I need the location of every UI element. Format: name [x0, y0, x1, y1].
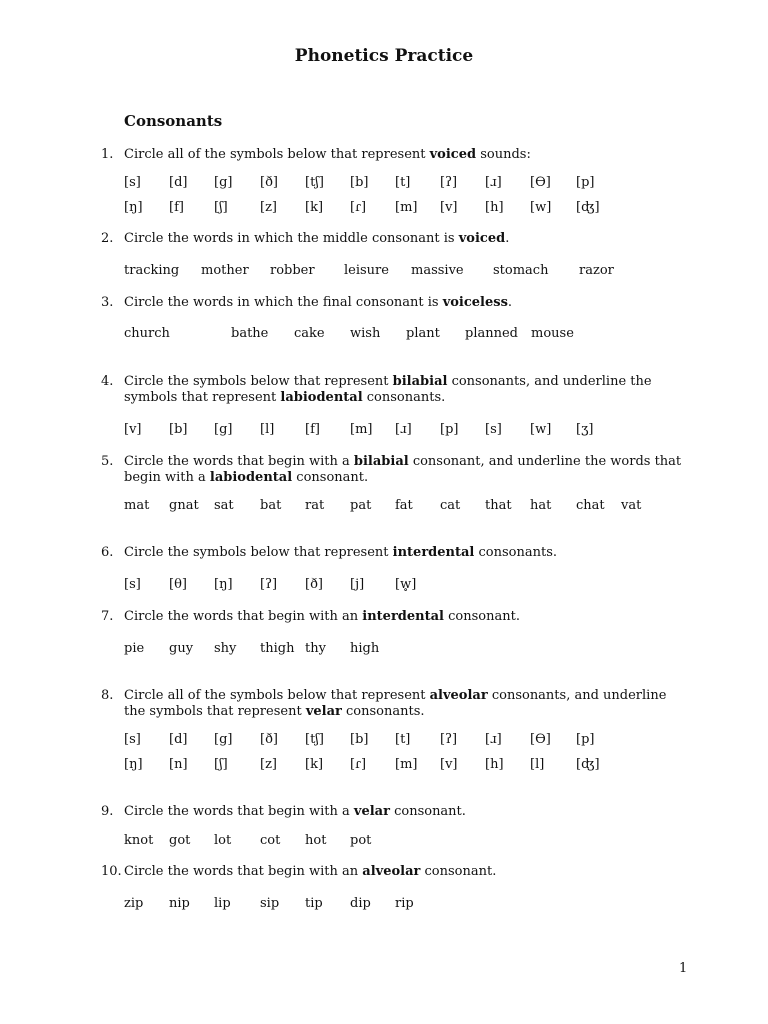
answer-option[interactable]: [v]: [124, 422, 142, 437]
answer-option[interactable]: plant: [406, 326, 440, 341]
question-text-part: consonant, and underline the words that begin with a: [124, 454, 682, 485]
question-text: [124, 454, 684, 486]
answer-option[interactable]: [ŋ]: [214, 577, 233, 592]
emphasis-term: velar: [353, 804, 390, 819]
question-text-part: Circle the words in which the final consonant is: [124, 295, 443, 310]
question-text-part: consonants, and underline the symbols that represent: [124, 374, 652, 405]
question-text: [124, 609, 684, 625]
answer-option[interactable]: [ɹ]: [485, 732, 502, 747]
answer-option[interactable]: [m]: [350, 422, 373, 437]
question-text-part: Circle the words that begin with a: [124, 804, 354, 819]
answer-option[interactable]: [k]: [305, 200, 324, 215]
answer-option[interactable]: [v]: [440, 757, 458, 772]
question-number: 10.: [101, 864, 122, 879]
answer-option[interactable]: [ϴ]: [530, 732, 551, 747]
answer-option[interactable]: [tʃ]: [305, 732, 324, 747]
answer-option[interactable]: cot: [260, 833, 281, 848]
answer-option[interactable]: massive: [411, 263, 464, 278]
question-number: 6.: [101, 545, 114, 560]
page-title: Phonetics Practice: [294, 46, 474, 66]
answer-option[interactable]: [ʤ]: [576, 200, 600, 215]
answer-option[interactable]: mouse: [531, 326, 574, 341]
answer-option[interactable]: [ʔ]: [260, 577, 278, 592]
answer-option[interactable]: [ŋ]: [124, 200, 143, 215]
emphasis-term: labiodental: [280, 390, 363, 405]
question-text: [124, 147, 684, 163]
answer-option[interactable]: [p]: [440, 422, 459, 437]
section-heading: Consonants: [124, 112, 223, 130]
emphasis-term: voiceless: [442, 295, 508, 310]
answer-option[interactable]: [g]: [214, 732, 233, 747]
answer-option[interactable]: got: [169, 833, 191, 848]
question-text-part: Circle all of the symbols below that represent: [124, 147, 430, 162]
answer-option[interactable]: [b]: [169, 422, 188, 437]
answer-option[interactable]: [ð]: [260, 175, 278, 190]
answer-option[interactable]: [s]: [485, 422, 502, 437]
question-number: 9.: [101, 804, 114, 819]
answer-option[interactable]: [l]: [260, 422, 275, 437]
answer-option[interactable]: [ʃ]: [214, 757, 228, 772]
answer-option[interactable]: fat: [395, 498, 413, 513]
answer-option[interactable]: cake: [294, 326, 325, 341]
answer-option[interactable]: robber: [270, 263, 315, 278]
question-number: 5.: [101, 454, 114, 469]
answer-option[interactable]: [l]: [530, 757, 545, 772]
emphasis-term: velar: [305, 704, 342, 719]
answer-option[interactable]: pot: [350, 833, 372, 848]
answer-option[interactable]: tip: [305, 896, 323, 911]
answer-option[interactable]: tracking: [124, 263, 180, 278]
answer-option[interactable]: [ɾ]: [350, 200, 367, 215]
answer-option[interactable]: [tʃ]: [305, 175, 324, 190]
answer-option[interactable]: dip: [350, 896, 371, 911]
answer-option[interactable]: [ɹ]: [395, 422, 412, 437]
answer-option[interactable]: [s]: [124, 175, 141, 190]
answer-option[interactable]: [d]: [169, 732, 188, 747]
answer-option[interactable]: bathe: [231, 326, 269, 341]
answer-option[interactable]: [ɹ]: [485, 175, 502, 190]
question-text: [124, 374, 684, 406]
emphasis-term: voiced: [429, 147, 477, 162]
answer-option[interactable]: [ʒ]: [576, 422, 594, 437]
answer-option[interactable]: guy: [169, 641, 194, 656]
answer-option[interactable]: sip: [260, 896, 280, 911]
question-text-part: consonant.: [420, 864, 497, 879]
answer-option[interactable]: [w̥]: [395, 577, 417, 592]
page-number: 1: [679, 961, 688, 976]
answer-option[interactable]: mat: [124, 498, 150, 513]
answer-option[interactable]: zip: [124, 896, 144, 911]
answer-option[interactable]: hot: [305, 833, 327, 848]
answer-option[interactable]: pat: [350, 498, 372, 513]
answer-option[interactable]: church: [124, 326, 170, 341]
answer-option[interactable]: [z]: [260, 757, 277, 772]
answer-option[interactable]: nip: [169, 896, 190, 911]
question-text-part: Circle the words in which the middle consonant is: [124, 231, 459, 246]
question-number: 8.: [101, 688, 114, 703]
answer-option[interactable]: [m]: [395, 757, 418, 772]
answer-option[interactable]: [θ]: [169, 577, 187, 592]
emphasis-term: interdental: [392, 545, 475, 560]
answer-option[interactable]: [h]: [485, 757, 504, 772]
answer-option[interactable]: [s]: [124, 732, 141, 747]
question-text: [124, 545, 684, 561]
answer-option[interactable]: [f]: [305, 422, 320, 437]
answer-option[interactable]: [p]: [576, 175, 595, 190]
answer-option[interactable]: [m]: [395, 200, 418, 215]
answer-option[interactable]: [n]: [169, 757, 188, 772]
answer-option[interactable]: bat: [260, 498, 282, 513]
question-text-part: Circle all of the symbols below that represent: [124, 688, 430, 703]
answer-option[interactable]: [ʃ]: [214, 200, 228, 215]
question-text-part: .: [505, 231, 510, 246]
question-number: 1.: [101, 147, 114, 162]
answer-option[interactable]: hat: [530, 498, 552, 513]
answer-option[interactable]: rat: [305, 498, 325, 513]
answer-option[interactable]: [ŋ]: [124, 757, 143, 772]
answer-option[interactable]: lot: [214, 833, 232, 848]
answer-option[interactable]: high: [350, 641, 380, 656]
answer-option[interactable]: lip: [214, 896, 231, 911]
answer-option[interactable]: planned: [465, 326, 518, 341]
question-text-part: sounds:: [476, 147, 531, 162]
answer-option[interactable]: [ʤ]: [576, 757, 600, 772]
emphasis-term: bilabial: [353, 454, 409, 469]
question-text-part: consonants.: [362, 390, 446, 405]
answer-option[interactable]: knot: [124, 833, 154, 848]
question-text-part: .: [507, 295, 513, 310]
answer-option[interactable]: razor: [579, 263, 614, 278]
question-number: 4.: [101, 374, 114, 389]
answer-option[interactable]: [ϴ]: [530, 175, 551, 190]
answer-option[interactable]: [w]: [530, 200, 552, 215]
emphasis-term: alveolar: [429, 688, 488, 703]
answer-option[interactable]: [t]: [395, 732, 411, 747]
question-text-part: Circle the symbols below that represent: [124, 374, 393, 389]
answer-option[interactable]: pie: [124, 641, 145, 656]
question-text-part: Circle the words that begin with an: [124, 864, 363, 879]
question-text-part: Circle the symbols below that represent: [124, 545, 393, 560]
emphasis-term: labiodental: [209, 470, 293, 485]
answer-option[interactable]: [g]: [214, 422, 233, 437]
answer-option[interactable]: mother: [201, 263, 249, 278]
question-text: [124, 688, 684, 720]
emphasis-term: voiced: [458, 231, 506, 246]
answer-option[interactable]: gnat: [169, 498, 199, 513]
emphasis-term: alveolar: [362, 864, 421, 879]
answer-option[interactable]: stomach: [493, 263, 549, 278]
answer-option[interactable]: [ʔ]: [440, 175, 458, 190]
answer-option[interactable]: [f]: [169, 200, 184, 215]
answer-option[interactable]: [j]: [350, 577, 365, 592]
question-text: [124, 864, 684, 880]
answer-option[interactable]: sat: [214, 498, 234, 513]
answer-option[interactable]: [ʔ]: [440, 732, 458, 747]
answer-option[interactable]: chat: [576, 498, 605, 513]
answer-option[interactable]: [s]: [124, 577, 141, 592]
emphasis-term: bilabial: [392, 374, 448, 389]
question-number: 7.: [101, 609, 114, 624]
answer-option[interactable]: [ð]: [305, 577, 323, 592]
question-text-part: consonant.: [443, 609, 520, 624]
answer-option[interactable]: [z]: [260, 200, 277, 215]
answer-option[interactable]: [b]: [350, 732, 369, 747]
answer-option[interactable]: [p]: [576, 732, 595, 747]
answer-option[interactable]: that: [485, 498, 512, 513]
question-text-part: consonant.: [389, 804, 466, 819]
answer-option[interactable]: [g]: [214, 175, 233, 190]
question-text-part: consonants, and underline the symbols that represent: [124, 688, 667, 719]
question-text: [124, 804, 684, 820]
question-text: [124, 295, 684, 311]
answer-option[interactable]: shy: [214, 641, 237, 656]
answer-option[interactable]: thigh: [260, 641, 295, 656]
answer-option[interactable]: leisure: [344, 263, 389, 278]
question-text-part: consonant.: [292, 470, 369, 485]
question-number: 2.: [101, 231, 114, 246]
answer-option[interactable]: cat: [440, 498, 461, 513]
question-text-part: consonants.: [474, 545, 557, 560]
answer-option[interactable]: [h]: [485, 200, 504, 215]
answer-option[interactable]: thy: [305, 641, 326, 656]
answer-option[interactable]: [d]: [169, 175, 188, 190]
answer-option[interactable]: [k]: [305, 757, 324, 772]
question-text-part: Circle the words that begin with an: [124, 609, 363, 624]
answer-option[interactable]: wish: [350, 326, 381, 341]
answer-option[interactable]: [t]: [395, 175, 411, 190]
answer-option[interactable]: rip: [395, 896, 414, 911]
answer-option[interactable]: [v]: [440, 200, 458, 215]
answer-option[interactable]: [ð]: [260, 732, 278, 747]
answer-option[interactable]: [w]: [530, 422, 552, 437]
answer-option[interactable]: vat: [621, 498, 642, 513]
question-number: 3.: [101, 295, 114, 310]
answer-option[interactable]: [ɾ]: [350, 757, 367, 772]
question-text-part: Circle the words that begin with a: [124, 454, 354, 469]
answer-option[interactable]: [b]: [350, 175, 369, 190]
emphasis-term: interdental: [362, 609, 444, 624]
question-text-part: consonants.: [341, 704, 425, 719]
question-text: [124, 231, 684, 247]
